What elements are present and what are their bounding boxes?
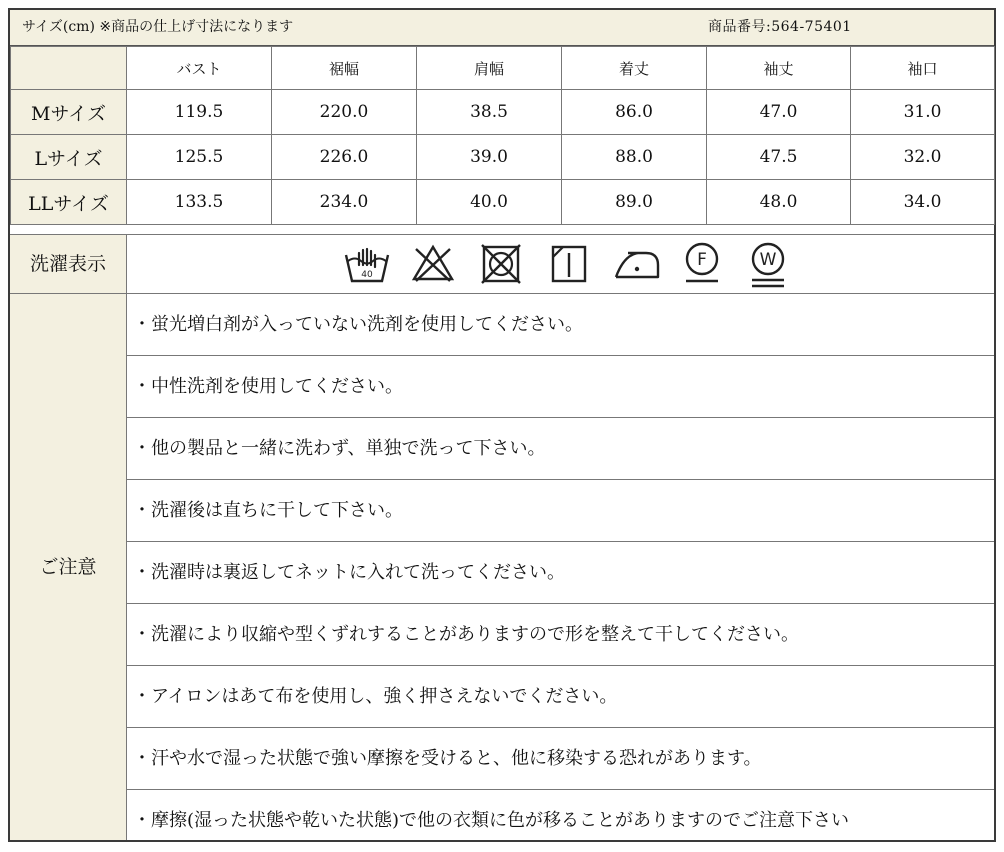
table-cell: 119.5 bbox=[127, 90, 272, 135]
list-item: ・他の製品と一緒に洗わず、単独で洗って下さい。 bbox=[127, 418, 994, 480]
table-cell: 47.5 bbox=[707, 135, 851, 180]
list-item: ・アイロンはあて布を使用し、強く押さえないでください。 bbox=[127, 666, 994, 728]
no-tumble-dry-icon bbox=[478, 241, 524, 287]
line-dry-shade-icon bbox=[546, 241, 592, 287]
table-cell: 89.0 bbox=[562, 180, 707, 225]
notes-section bbox=[10, 294, 994, 840]
product-number: 商品番号:564-75401 bbox=[708, 19, 852, 35]
title-bar bbox=[10, 10, 994, 46]
table-row bbox=[11, 180, 995, 225]
table-cell: 47.0 bbox=[707, 90, 851, 135]
size-table-header bbox=[11, 47, 995, 90]
table-cell: 86.0 bbox=[562, 90, 707, 135]
laundry-symbols bbox=[128, 235, 994, 293]
wet-clean-w-icon bbox=[748, 241, 788, 291]
table-cell: 88.0 bbox=[562, 135, 707, 180]
col-hem-width: 裾幅 bbox=[272, 47, 417, 90]
row-label: Mサイズ bbox=[11, 90, 127, 135]
list-item: ・洗濯時は裏返してネットに入れて洗ってください。 bbox=[127, 542, 994, 604]
size-note-text: サイズ(cm) ※商品の仕上げ寸法になります bbox=[22, 19, 294, 35]
size-table bbox=[10, 46, 995, 225]
row-label: LLサイズ bbox=[11, 180, 127, 225]
table-cell: 133.5 bbox=[127, 180, 272, 225]
dry-clean-f-icon bbox=[682, 241, 722, 287]
table-cell: 39.0 bbox=[417, 135, 562, 180]
iron-low-icon bbox=[610, 241, 664, 287]
laundry-section bbox=[10, 234, 994, 294]
table-cell: 31.0 bbox=[851, 90, 995, 135]
table-cell: 38.5 bbox=[417, 90, 562, 135]
table-row bbox=[11, 135, 995, 180]
col-cuff: 袖口 bbox=[851, 47, 995, 90]
no-bleach-icon bbox=[410, 241, 456, 287]
dry-clean-letter: F bbox=[697, 250, 707, 270]
list-item: ・汗や水で湿った状態で強い摩擦を受けると、他に移染する恐れがあります。 bbox=[127, 728, 994, 790]
list-item: ・洗濯により収縮や型くずれすることがありますので形を整えて干してください。 bbox=[127, 604, 994, 666]
list-item: ・摩擦(湿った状態や乾いた状態)で他の衣類に色が移ることがありますのでご注意下さい bbox=[133, 810, 850, 831]
col-shoulder-width: 肩幅 bbox=[417, 47, 562, 90]
table-cell: 40.0 bbox=[417, 180, 562, 225]
hand-wash-icon bbox=[342, 241, 392, 287]
notes-label: ご注意 bbox=[10, 294, 127, 840]
corner-cell bbox=[11, 47, 127, 90]
table-cell: 125.5 bbox=[127, 135, 272, 180]
table-cell: 220.0 bbox=[272, 90, 417, 135]
list-item: ・蛍光増白剤が入っていない洗剤を使用してください。 bbox=[127, 294, 994, 356]
table-cell: 234.0 bbox=[272, 180, 417, 225]
list-item: ・中性洗剤を使用してください。 bbox=[127, 356, 994, 418]
list-item: ・洗濯後は直ちに干して下さい。 bbox=[127, 480, 994, 542]
table-row bbox=[11, 90, 995, 135]
table-cell: 226.0 bbox=[272, 135, 417, 180]
size-info-panel bbox=[8, 8, 996, 842]
laundry-label: 洗濯表示 bbox=[10, 235, 127, 293]
wet-clean-letter: W bbox=[759, 250, 777, 270]
table-cell: 32.0 bbox=[851, 135, 995, 180]
table-cell: 48.0 bbox=[707, 180, 851, 225]
col-bust: バスト bbox=[127, 47, 272, 90]
notes-list bbox=[127, 294, 994, 852]
col-sleeve-length: 袖丈 bbox=[707, 47, 851, 90]
col-length: 着丈 bbox=[562, 47, 707, 90]
svg-text:40: 40 bbox=[361, 270, 373, 280]
row-label: Lサイズ bbox=[11, 135, 127, 180]
table-cell: 34.0 bbox=[851, 180, 995, 225]
